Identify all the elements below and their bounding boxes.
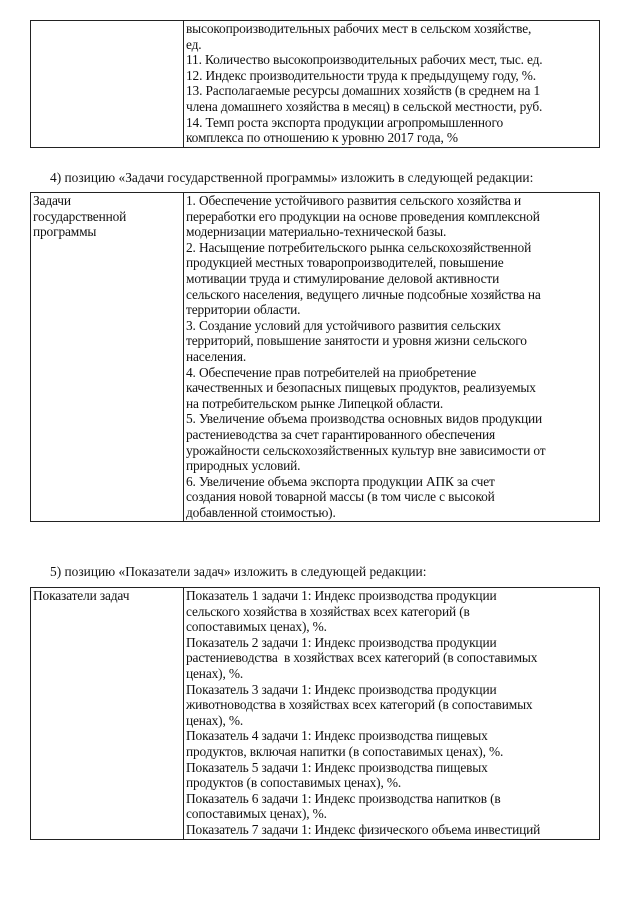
text-line: программы <box>33 224 97 240</box>
text-line: государственной <box>33 208 127 224</box>
text-line: Показатель 3 задачи 1: Индекс производства продукции <box>186 681 497 697</box>
text-line: сопоставимых ценах), %. <box>186 619 327 635</box>
table2-content-cell <box>184 193 600 522</box>
text-line: 3. Создание условий для устойчивого развития сельских <box>186 317 501 333</box>
table-task-indicators <box>30 587 600 840</box>
text-line: природных условий. <box>186 458 301 474</box>
text-line: добавленной стоимостью). <box>186 504 336 520</box>
text-line: растениеводства в хозяйствах всех категорий (в сопоставимых <box>186 650 538 666</box>
text-line: 1. Обеспечение устойчивого развития сельского хозяйства и <box>186 193 521 208</box>
text-line: высокопроизводительных рабочих мест в сельском хозяйстве, <box>186 21 532 36</box>
text-line: ед. <box>186 36 202 52</box>
text-line: сельского населения, ведущего личные подсобные хозяйства на <box>186 286 541 302</box>
text-line: продуктов (в сопоставимых ценах), %. <box>186 775 402 791</box>
text-line: населения. <box>186 348 247 364</box>
text-line: ценах), %. <box>186 712 244 728</box>
text-line: сопоставимых ценах), %. <box>186 806 327 822</box>
text-line: территории области. <box>186 302 301 318</box>
text-line: Показатель 6 задачи 1: Индекс производства напитков (в <box>186 790 501 806</box>
table3-label-cell <box>31 588 184 840</box>
paragraph-4: 4) позицию «Задачи государственной программы» изложить в следующей редакции: <box>50 170 534 185</box>
table3-content-cell <box>184 588 600 840</box>
text-line: Показатели задач <box>33 588 130 603</box>
text-line: комплекса по отношению к уровню 2017 года, % <box>186 130 458 146</box>
text-line: сельского хозяйства в хозяйствах всех категорий (в <box>186 603 470 619</box>
text-line: на потребительском рынке Липецкой области. <box>186 395 444 411</box>
text-line: территорий, повышение занятости и уровня жизни сельского <box>186 333 527 349</box>
text-line: Показатель 2 задачи 1: Индекс производства продукции <box>186 634 497 650</box>
table1-content-cell <box>184 21 600 148</box>
table-program-tasks <box>30 192 600 522</box>
text-line: Показатель 5 задачи 1: Индекс производства пищевых <box>186 759 488 775</box>
text-line: создания новой товарной массы (в том числе с высокой <box>186 489 495 505</box>
table-indicators-continued <box>30 20 600 148</box>
text-line: 6. Увеличение объема экспорта продукции АПК за счет <box>186 473 495 489</box>
paragraph-5: 5) позицию «Показатели задач» изложить в следующей редакции: <box>50 564 427 579</box>
text-line: урожайности сельскохозяйственных культур вне зависимости от <box>186 442 546 458</box>
table-row <box>31 588 600 840</box>
table-row <box>31 193 600 522</box>
text-line: переработки его продукции на основе проведения комплексной <box>186 208 540 224</box>
text-line: 2. Насыщение потребительского рынка сельскохозяйственной <box>186 239 532 255</box>
text-line: 13. Располагаемые ресурсы домашних хозяйств (в среднем на 1 <box>186 83 541 99</box>
text-line: 11. Количество высокопроизводительных рабочих мест, тыс. ед. <box>186 52 543 68</box>
table1-label-cell <box>31 21 184 148</box>
text-line: 12. Индекс производительности труда к предыдущему году, %. <box>186 67 536 83</box>
text-line: продукцией местных товаропроизводителей, повышение <box>186 255 504 271</box>
text-line: животноводства в хозяйствах всех категорий (в сопоставимых <box>186 697 533 713</box>
text-line: 4. Обеспечение прав потребителей на приобретение <box>186 364 477 380</box>
text-line: Показатель 1 задачи 1: Индекс производства продукции <box>186 588 497 603</box>
table2-label-cell <box>31 193 184 522</box>
text-line: Показатель 7 задачи 1: Индекс физического объема инвестиций <box>186 821 541 837</box>
text-line: модернизации материально-технической базы. <box>186 224 447 240</box>
text-line: мотивации труда и стимулирование деловой активности <box>186 270 500 286</box>
text-line: члена домашнего хозяйства в месяц) в сельской местности, руб. <box>186 98 543 114</box>
text-line: Задачи <box>33 193 71 208</box>
text-line: Показатель 4 задачи 1: Индекс производства пищевых <box>186 728 488 744</box>
text-line: качественных и безопасных пищевых продуктов, реализуемых <box>186 380 536 396</box>
text-line: 14. Темп роста экспорта продукции агропромышленного <box>186 114 504 130</box>
text-line: продуктов, включая напитки (в сопоставимых ценах), %. <box>186 743 504 759</box>
text-line: растениеводства за счет гарантированного обеспечения <box>186 426 496 442</box>
text-line: ценах), %. <box>186 665 244 681</box>
table-row <box>31 21 600 148</box>
text-line: 5. Увеличение объема производства основных видов продукции <box>186 411 543 427</box>
